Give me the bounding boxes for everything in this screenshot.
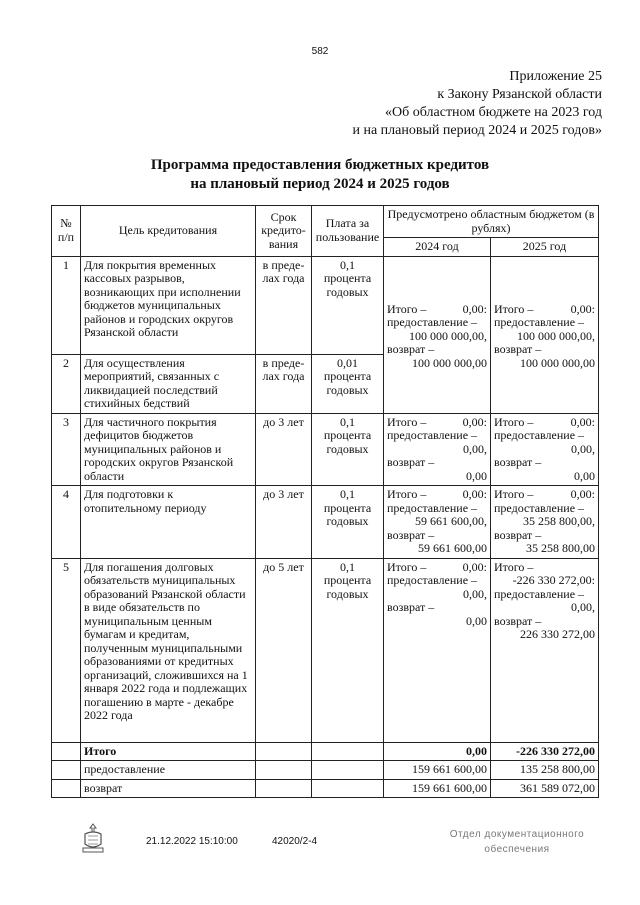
row-term: до 3 лет	[256, 486, 312, 559]
emblem-icon	[80, 822, 106, 854]
funding-value: 0,00	[574, 468, 595, 483]
funding-value: 0,00,	[463, 586, 487, 601]
funding-label: Итого –	[387, 301, 427, 316]
appendix-header	[352, 68, 602, 140]
funding-label: возврат –	[387, 527, 435, 542]
funding-label: предоставление –	[494, 428, 585, 442]
funding-cell-2025	[491, 256, 599, 413]
funding-value: 0,00,	[571, 600, 595, 614]
funding-value: 59 661 600,00,	[415, 514, 487, 528]
row-num: 1	[52, 256, 81, 354]
table-row	[52, 256, 599, 354]
title-line: на плановый период 2024 и 2025 годов	[190, 176, 450, 192]
repayment-2024: 159 661 600,00	[384, 779, 491, 798]
header-purpose: Цель кредитования	[81, 206, 256, 257]
funding-value: 0,00,	[571, 441, 595, 456]
total-label: Итого	[81, 742, 256, 761]
funding-label: Итого –	[494, 559, 534, 574]
funding-cell-2024	[384, 413, 491, 486]
funding-value: 0,00:	[570, 487, 595, 501]
funding-value: 0,00:	[462, 559, 487, 574]
funding-cell-2024	[384, 558, 491, 742]
funding-label: Итого –	[387, 414, 427, 429]
total-2025: -226 330 272,00	[491, 742, 599, 761]
funding-label: возврат –	[494, 613, 542, 628]
department-stamp	[442, 827, 592, 857]
funding-label: возврат –	[494, 455, 542, 469]
funding-label: Итого –	[494, 487, 534, 501]
row-num: 2	[52, 354, 81, 413]
appendix-line: и на плановый период 2024 и 2025 годов»	[352, 123, 602, 138]
title-line: Программа предоставления бюджетных кредитов	[150, 157, 490, 173]
funding-label: возврат –	[387, 342, 435, 356]
funding-label: предоставление –	[494, 315, 585, 329]
funding-cell-2025	[491, 413, 599, 486]
row-term: до 5 лет	[256, 558, 312, 742]
stamp-line: обеспечения	[484, 844, 550, 855]
row-num: 3	[52, 413, 81, 486]
row-purpose: Для погашения долговых обязательств муниципальных образований Рязанской области в виде обязательств по муниципальным ценным бумагам и кредитам, полученным муниципальными образованиями от кредитных организаций, сложившихся на 1 января 2022 года и подлежащих погашению в марте - декабре 2022 года	[81, 558, 256, 742]
funding-label: предоставление –	[387, 573, 478, 587]
funding-cell-2024	[384, 256, 491, 413]
row-fee: 0,1 процента годовых	[312, 558, 384, 742]
row-purpose: Для покрытия временных кассовых разрывов, возникающих при исполнении бюджетов муниципальных районов и городских округов Рязанской области	[81, 256, 256, 354]
funding-value: 0,00	[466, 613, 487, 628]
table-row	[52, 558, 599, 742]
row-fee: 0,01 процента годовых	[312, 354, 384, 413]
row-num: 5	[52, 558, 81, 742]
footer-doc-id: 42020/2-4	[272, 836, 318, 847]
table-row	[52, 413, 599, 486]
funding-value: 226 330 272,00	[520, 627, 595, 641]
footer-datetime: 21.12.2022 15:10:00	[146, 836, 238, 847]
provision-label: предоставление	[81, 761, 256, 780]
header-num: № п/п	[52, 206, 81, 257]
funding-value: 0,00:	[462, 487, 487, 501]
funding-cell-2025	[491, 486, 599, 559]
row-purpose: Для осуществления мероприятий, связанных с ликвидацией последствий стихийных бедствий	[81, 354, 256, 413]
provision-2024: 159 661 600,00	[384, 761, 491, 780]
funding-label: Итого –	[494, 301, 534, 316]
funding-value: 100 000 000,00,	[409, 328, 487, 343]
provision-2025: 135 258 800,00	[491, 761, 599, 780]
funding-label: предоставление –	[494, 500, 585, 515]
funding-value: 0,00,	[463, 441, 487, 456]
funding-value: 100 000 000,00,	[517, 328, 595, 343]
funding-label: возврат –	[387, 455, 435, 469]
funding-label: возврат –	[494, 342, 542, 356]
funding-value: 35 258 800,00,	[523, 514, 595, 528]
funding-value: 59 661 600,00	[418, 541, 487, 555]
row-term: до 3 лет	[256, 413, 312, 486]
appendix-line: Приложение 25	[509, 69, 602, 84]
funding-cell-2025	[491, 558, 599, 742]
stamp-line: Отдел документационного	[449, 829, 585, 840]
provision-row	[52, 761, 599, 780]
row-fee: 0,1 процента годовых	[312, 486, 384, 559]
row-term: в преде-лах года	[256, 256, 312, 354]
funding-cell-2024	[384, 486, 491, 559]
funding-value: 0,00:	[462, 414, 487, 429]
funding-value: 0,00:	[462, 301, 487, 316]
row-fee: 0,1 процента годовых	[312, 413, 384, 486]
page-number: 582	[311, 46, 329, 57]
header-provided: Предусмотрено областным бюджетом (в рублях)	[384, 206, 599, 238]
row-term: в преде-лах года	[256, 354, 312, 413]
total-row	[52, 742, 599, 761]
funding-label: предоставление –	[387, 500, 478, 515]
header-year-2025: 2025 год	[491, 238, 599, 257]
funding-label: Итого –	[387, 487, 427, 501]
funding-label: предоставление –	[387, 428, 478, 442]
total-2024: 0,00	[384, 742, 491, 761]
document-title	[0, 156, 640, 194]
appendix-line: к Закону Рязанской области	[437, 87, 602, 102]
funding-value: 0,00:	[570, 301, 595, 316]
funding-label: возврат –	[494, 527, 542, 542]
funding-value: 100 000 000,00	[520, 355, 595, 370]
funding-value: 35 258 800,00	[526, 541, 595, 555]
funding-label: возврат –	[387, 600, 435, 614]
funding-label: Итого –	[494, 414, 534, 429]
repayment-row	[52, 779, 599, 798]
header-year-2024: 2024 год	[384, 238, 491, 257]
funding-label: Итого –	[387, 559, 427, 574]
header-fee: Плата за пользование	[312, 206, 384, 257]
repayment-label: возврат	[81, 779, 256, 798]
row-num: 4	[52, 486, 81, 559]
funding-label: предоставление –	[387, 315, 478, 329]
appendix-line: «Об областном бюджете на 2023 год	[385, 105, 602, 120]
funding-value: 100 000 000,00	[412, 355, 487, 370]
row-purpose: Для частичного покрытия дефицитов бюджетов муниципальных районов и городских округов Рязанской области	[81, 413, 256, 486]
credit-program-table	[51, 205, 599, 798]
funding-value: -226 330 272,00:	[512, 573, 595, 587]
row-purpose: Для подготовки к отопительному периоду	[81, 486, 256, 559]
funding-value: 0,00:	[570, 414, 595, 429]
funding-label: предоставление –	[494, 586, 585, 601]
row-fee: 0,1 процента годовых	[312, 256, 384, 354]
funding-value: 0,00	[466, 468, 487, 483]
table-row	[52, 486, 599, 559]
header-term: Срок кредито-вания	[256, 206, 312, 257]
repayment-2025: 361 589 072,00	[491, 779, 599, 798]
